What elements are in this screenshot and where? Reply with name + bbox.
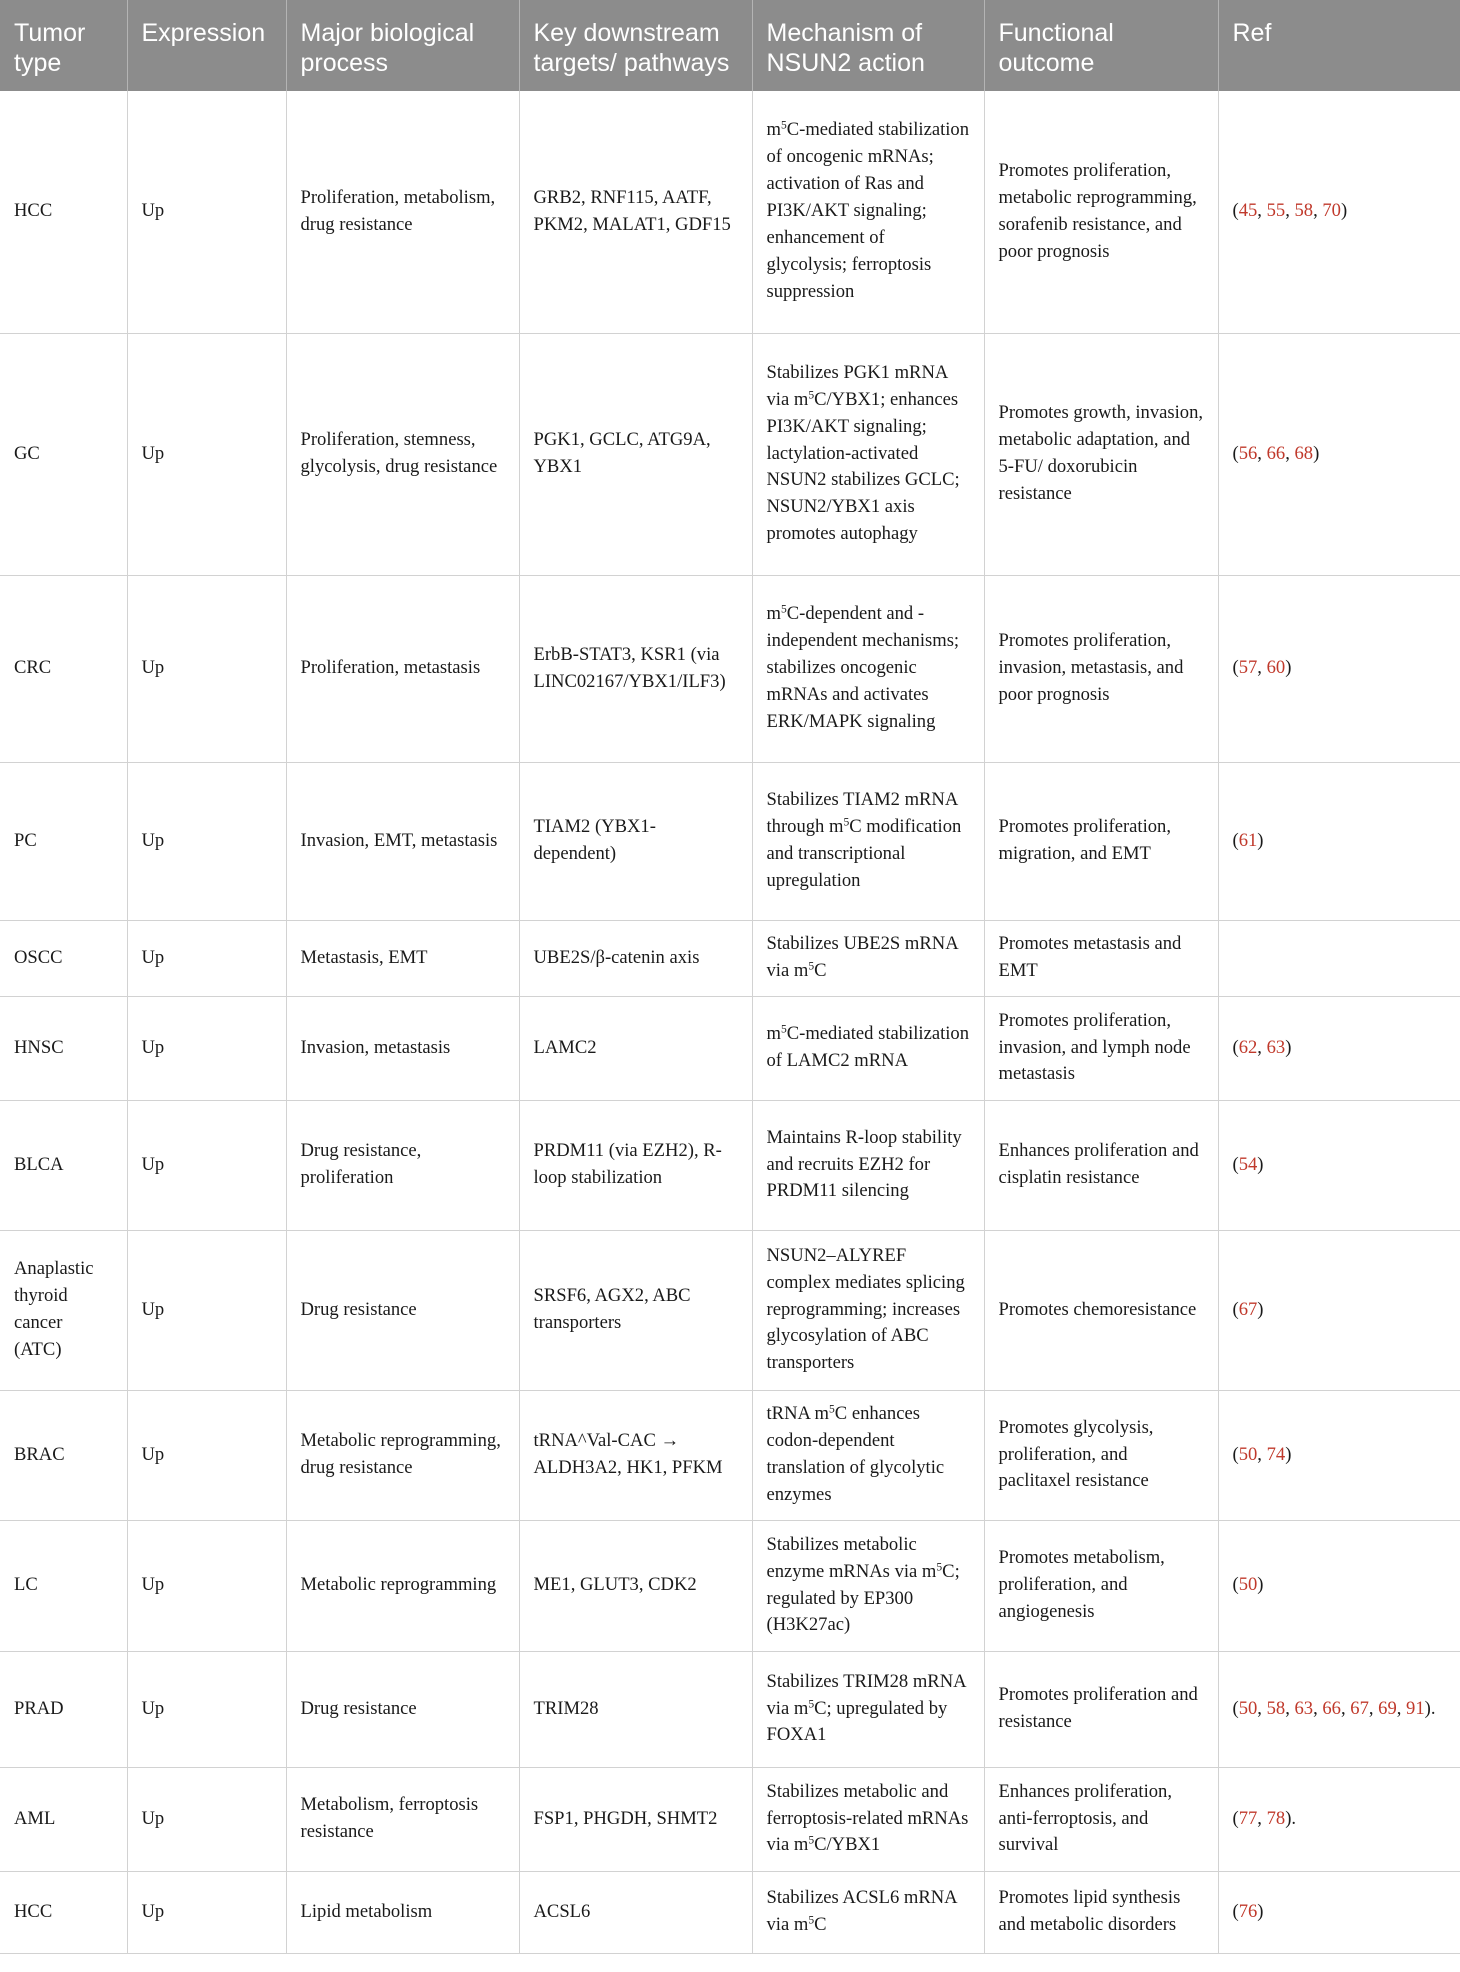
mechanism-text: Stabilizes metabolic and ferroptosis-related mRNAs via m — [766, 1780, 969, 1856]
cell-mechanism — [752, 920, 984, 996]
mechanism-text: Stabilizes UBE2S mRNA via m — [766, 933, 958, 981]
table-row — [0, 575, 1460, 762]
ref-link[interactable]: 76 — [1238, 1900, 1258, 1922]
mechanism-superscript: 5 — [780, 120, 787, 133]
cell-biological-process: Metabolism, ferroptosis resistance — [286, 1767, 519, 1871]
cell-tumor-type: PRAD — [0, 1651, 127, 1767]
mechanism-text: tRNA m — [766, 1403, 830, 1425]
mechanism-superscript: 5 — [780, 603, 787, 616]
cell-ref: (50, 58, 63, 66, 67, 69, 91). — [1218, 1651, 1460, 1767]
cell-tumor-type: CRC — [0, 575, 127, 762]
ref-link[interactable]: 58 — [1266, 1697, 1286, 1719]
ref-link[interactable]: 57 — [1238, 657, 1258, 679]
table-row — [0, 1390, 1460, 1520]
cell-mechanism — [752, 1390, 984, 1520]
cell-expression: Up — [127, 996, 286, 1100]
cell-tumor-type: BLCA — [0, 1100, 127, 1230]
mechanism-text: NSUN2–ALYREF complex mediates splicing reprogramming; increases glycosylation of ABC transporters — [766, 1244, 965, 1374]
cell-mechanism — [752, 91, 984, 333]
cell-mechanism — [752, 1767, 984, 1871]
table-row — [0, 91, 1460, 333]
cell-functional-outcome: Promotes proliferation and resistance — [984, 1651, 1218, 1767]
mechanism-text: C; regulated by EP300 (H3K27ac) — [766, 1560, 960, 1636]
cell-downstream-targets: FSP1, PHGDH, SHMT2 — [519, 1767, 752, 1871]
mechanism-superscript: 5 — [808, 960, 815, 973]
table-row — [0, 333, 1460, 575]
cell-biological-process: Invasion, metastasis — [286, 996, 519, 1100]
mechanism-text: Stabilizes ACSL6 mRNA via m — [766, 1887, 957, 1935]
table-header — [0, 0, 1460, 91]
mechanism-text: m — [766, 603, 781, 625]
mechanism-superscript: 5 — [808, 1698, 815, 1711]
cell-functional-outcome: Promotes proliferation, migration, and EMT — [984, 762, 1218, 920]
ref-link[interactable]: 91 — [1406, 1697, 1425, 1719]
mechanism-text: C/YBX1; enhances PI3K/AKT signaling; lactylation-activated NSUN2 stabilizes GCLC; NSUN2/YBX1 axis promotes autophagy — [766, 388, 960, 545]
cell-ref: (54) — [1218, 1100, 1460, 1230]
mechanism-superscript: 5 — [936, 1561, 943, 1574]
mechanism-text: Stabilizes metabolic enzyme mRNAs via m — [766, 1533, 937, 1582]
cell-tumor-type: GC — [0, 333, 127, 575]
cell-biological-process: Drug resistance — [286, 1230, 519, 1390]
cell-expression: Up — [127, 1100, 286, 1230]
cell-ref: (45, 55, 58, 70) — [1218, 91, 1460, 333]
cell-functional-outcome: Promotes glycolysis, proliferation, and paclitaxel resistance — [984, 1390, 1218, 1520]
ref-link[interactable]: 78 — [1266, 1807, 1286, 1829]
cell-biological-process: Proliferation, metabolism, drug resistance — [286, 91, 519, 333]
cell-functional-outcome: Promotes lipid synthesis and metabolic disorders — [984, 1871, 1218, 1953]
cell-functional-outcome: Enhances proliferation, anti-ferroptosis, and survival — [984, 1767, 1218, 1871]
cell-downstream-targets: tRNA^Val-CAC → ALDH3A2, HK1, PFKM — [519, 1390, 752, 1520]
cell-downstream-targets: ME1, GLUT3, CDK2 — [519, 1520, 752, 1651]
cell-biological-process: Metabolic reprogramming — [286, 1520, 519, 1651]
table-row — [0, 762, 1460, 920]
cell-tumor-type: BRAC — [0, 1390, 127, 1520]
cell-expression: Up — [127, 762, 286, 920]
cell-downstream-targets: LAMC2 — [519, 996, 752, 1100]
cell-tumor-type: HCC — [0, 1871, 127, 1953]
cell-downstream-targets: PRDM11 (via EZH2), R-loop stabilization — [519, 1100, 752, 1230]
mechanism-text: C-mediated stabilization of oncogenic mRNAs; activation of Ras and PI3K/AKT signaling; enhancement of glycolysis; ferroptosis suppression — [766, 119, 970, 303]
cell-downstream-targets: ACSL6 — [519, 1871, 752, 1953]
cell-mechanism — [752, 762, 984, 920]
cell-expression: Up — [127, 1520, 286, 1651]
table-row — [0, 1651, 1460, 1767]
ref-suffix: . — [1291, 1807, 1297, 1829]
ref-link[interactable]: 69 — [1378, 1697, 1397, 1719]
mechanism-superscript: 5 — [808, 1914, 815, 1927]
mechanism-text: Stabilizes PGK1 mRNA via m — [766, 361, 948, 410]
mechanism-text: C — [814, 960, 827, 981]
table-body — [0, 91, 1460, 1953]
cell-downstream-targets: GRB2, RNF115, AATF, PKM2, MALAT1, GDF15 — [519, 91, 752, 333]
cell-expression: Up — [127, 91, 286, 333]
ref-link[interactable]: 68 — [1294, 442, 1314, 464]
cell-biological-process: Metabolic reprogramming, drug resistance — [286, 1390, 519, 1520]
mechanism-superscript: 5 — [808, 1835, 815, 1848]
mechanism-text: C enhances codon-dependent translation of glycolytic enzymes — [766, 1403, 945, 1505]
mechanism-text: C-dependent and -independent mechanisms; stabilizes oncogenic mRNAs and activates ERK/MAPK signaling — [766, 603, 960, 732]
cell-downstream-targets: UBE2S/β-catenin axis — [519, 920, 752, 996]
header-major-biological-process: Major biological process — [286, 0, 519, 91]
table-row — [0, 1871, 1460, 1953]
cell-expression: Up — [127, 333, 286, 575]
header-tumor-type: Tumor type — [0, 0, 127, 91]
mechanism-text: C; upregulated by FOXA1 — [766, 1697, 948, 1746]
cell-ref: (61) — [1218, 762, 1460, 920]
table-row — [0, 1520, 1460, 1651]
cell-expression: Up — [127, 1767, 286, 1871]
cell-ref: (50, 74) — [1218, 1390, 1460, 1520]
table-row — [0, 1100, 1460, 1230]
ref-link[interactable]: 63 — [1266, 1036, 1286, 1058]
header-ref: Ref — [1218, 0, 1460, 91]
cell-expression: Up — [127, 1390, 286, 1520]
cell-downstream-targets: PGK1, GCLC, ATG9A, YBX1 — [519, 333, 752, 575]
ref-link[interactable]: 66 — [1322, 1697, 1341, 1719]
ref-link[interactable]: 54 — [1238, 1153, 1258, 1175]
cell-biological-process: Drug resistance, proliferation — [286, 1100, 519, 1230]
cell-ref: (62, 63) — [1218, 996, 1460, 1100]
header-expression: Expression — [127, 0, 286, 91]
cell-ref: (56, 66, 68) — [1218, 333, 1460, 575]
cell-functional-outcome: Promotes metabolism, proliferation, and angiogenesis — [984, 1520, 1218, 1651]
ref-link[interactable]: 70 — [1322, 200, 1341, 222]
cell-functional-outcome: Promotes proliferation, metabolic reprogramming, sorafenib resistance, and poor prognosis — [984, 91, 1218, 333]
ref-link[interactable]: 61 — [1238, 829, 1258, 851]
cell-functional-outcome: Promotes proliferation, invasion, metastasis, and poor prognosis — [984, 575, 1218, 762]
header-row — [0, 0, 1460, 91]
table-row — [0, 1767, 1460, 1871]
cell-tumor-type: AML — [0, 1767, 127, 1871]
cell-biological-process: Lipid metabolism — [286, 1871, 519, 1953]
mechanism-text: C/YBX1 — [814, 1834, 881, 1856]
ref-link[interactable]: 55 — [1266, 200, 1286, 222]
cell-functional-outcome: Promotes proliferation, invasion, and lymph node metastasis — [984, 996, 1218, 1100]
cell-ref: (57, 60) — [1218, 575, 1460, 762]
cell-mechanism — [752, 1230, 984, 1390]
mechanism-superscript: 5 — [808, 389, 815, 402]
ref-link[interactable]: 60 — [1266, 657, 1286, 679]
cell-downstream-targets: SRSF6, AGX2, ABC transporters — [519, 1230, 752, 1390]
mechanism-text: m — [766, 119, 781, 141]
cell-ref: (77, 78). — [1218, 1767, 1460, 1871]
cell-mechanism — [752, 333, 984, 575]
cell-mechanism — [752, 1871, 984, 1953]
ref-link[interactable]: 62 — [1238, 1036, 1258, 1058]
header-functional-outcome: Functional outcome — [984, 0, 1218, 91]
cell-ref — [1218, 920, 1460, 996]
header-key-downstream-targets: Key downstream targets/ pathways — [519, 0, 752, 91]
mechanism-superscript: 5 — [780, 1023, 787, 1036]
ref-link[interactable]: 74 — [1266, 1443, 1286, 1465]
ref-link[interactable]: 45 — [1238, 200, 1258, 222]
cell-downstream-targets: ErbB-STAT3, KSR1 (via LINC02167/YBX1/ILF3) — [519, 575, 752, 762]
header-mechanism-of-nsun2-action: Mechanism of NSUN2 action — [752, 0, 984, 91]
cell-functional-outcome: Promotes metastasis and EMT — [984, 920, 1218, 996]
cell-mechanism — [752, 575, 984, 762]
mechanism-text: Maintains R-loop stability and recruits EZH2 for PRDM11 silencing — [766, 1126, 962, 1202]
mechanism-text: C modification and transcriptional upregulation — [766, 816, 962, 891]
ref-link[interactable]: 50 — [1238, 1443, 1258, 1465]
ref-link[interactable]: 50 — [1238, 1574, 1258, 1596]
ref-link[interactable]: 63 — [1294, 1697, 1314, 1719]
cell-tumor-type: Anaplastic thyroid cancer (ATC) — [0, 1230, 127, 1390]
ref-link[interactable]: 58 — [1294, 200, 1314, 222]
cell-ref: (76) — [1218, 1871, 1460, 1953]
cell-tumor-type: HNSC — [0, 996, 127, 1100]
cell-expression: Up — [127, 920, 286, 996]
cell-tumor-type: HCC — [0, 91, 127, 333]
cell-tumor-type: PC — [0, 762, 127, 920]
cell-biological-process: Metastasis, EMT — [286, 920, 519, 996]
mechanism-text: Stabilizes TIAM2 mRNA through m — [766, 789, 958, 838]
cell-expression: Up — [127, 1230, 286, 1390]
cell-biological-process: Proliferation, stemness, glycolysis, drug resistance — [286, 333, 519, 575]
cell-expression: Up — [127, 575, 286, 762]
cell-biological-process: Proliferation, metastasis — [286, 575, 519, 762]
table-row — [0, 996, 1460, 1100]
cell-downstream-targets: TIAM2 (YBX1-dependent) — [519, 762, 752, 920]
mechanism-superscript: 5 — [843, 816, 850, 829]
cell-tumor-type: OSCC — [0, 920, 127, 996]
cell-mechanism — [752, 996, 984, 1100]
mechanism-text: C-mediated stabilization of LAMC2 mRNA — [766, 1023, 970, 1071]
cell-expression: Up — [127, 1651, 286, 1767]
cell-mechanism — [752, 1100, 984, 1230]
ref-link[interactable]: 67 — [1238, 1298, 1258, 1320]
cell-ref: (50) — [1218, 1520, 1460, 1651]
ref-link[interactable]: 66 — [1266, 442, 1286, 464]
cell-biological-process: Invasion, EMT, metastasis — [286, 762, 519, 920]
mechanism-superscript: 5 — [829, 1403, 835, 1416]
mechanism-text: m — [766, 1023, 781, 1045]
ref-link[interactable]: 56 — [1238, 442, 1258, 464]
ref-link[interactable]: 50 — [1238, 1697, 1258, 1719]
cell-biological-process: Drug resistance — [286, 1651, 519, 1767]
cell-mechanism — [752, 1651, 984, 1767]
ref-link[interactable]: 77 — [1238, 1807, 1258, 1829]
cell-downstream-targets: TRIM28 — [519, 1651, 752, 1767]
cell-mechanism — [752, 1520, 984, 1651]
ref-suffix: . — [1430, 1697, 1436, 1719]
cell-tumor-type: LC — [0, 1520, 127, 1651]
cell-expression: Up — [127, 1871, 286, 1953]
mechanism-text: C — [814, 1914, 827, 1935]
mechanism-text: Stabilizes TRIM28 mRNA via m — [766, 1670, 966, 1719]
table-row — [0, 920, 1460, 996]
cell-ref: (67) — [1218, 1230, 1460, 1390]
cell-functional-outcome: Enhances proliferation and cisplatin resistance — [984, 1100, 1218, 1230]
cell-functional-outcome: Promotes growth, invasion, metabolic adaptation, and 5-FU/ doxorubicin resistance — [984, 333, 1218, 575]
table-row — [0, 1230, 1460, 1390]
cell-functional-outcome: Promotes chemoresistance — [984, 1230, 1218, 1390]
ref-link[interactable]: 67 — [1350, 1697, 1369, 1719]
